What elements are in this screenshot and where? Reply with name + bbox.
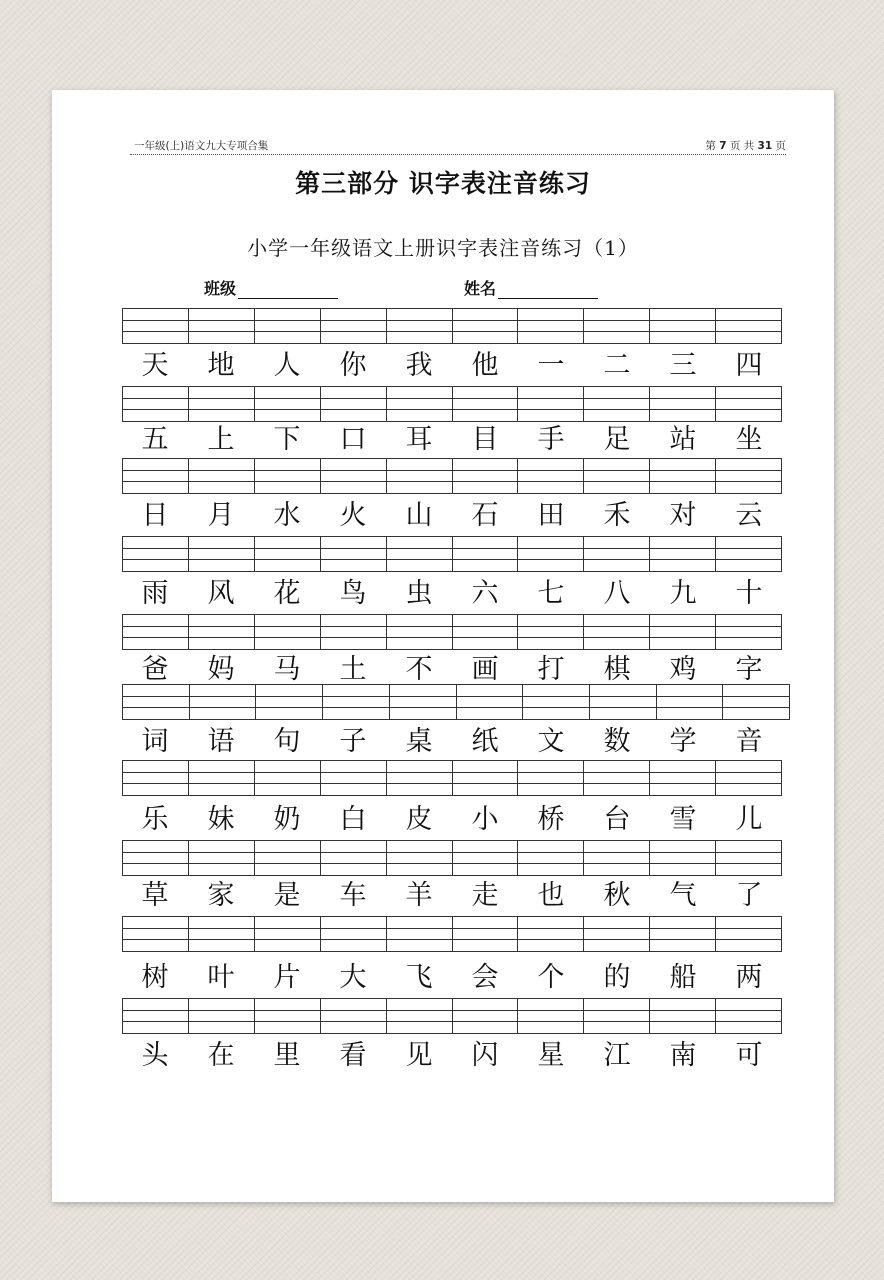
hanzi-character: 闪 <box>471 1040 499 1071</box>
hanzi-character: 花 <box>273 578 301 609</box>
hanzi-character: 耳 <box>405 424 433 455</box>
name-blank[interactable] <box>498 282 598 299</box>
hanzi-character: 风 <box>207 578 235 609</box>
hanzi-character: 田 <box>537 500 565 531</box>
class-label: 班级 <box>204 279 237 298</box>
character-row <box>122 346 782 386</box>
worksheet-title: 小学一年级语文上册识字表注音练习（1） <box>247 236 639 260</box>
pinyin-box[interactable] <box>255 999 321 1033</box>
pinyin-box[interactable] <box>518 841 584 875</box>
pinyin-box[interactable] <box>123 537 189 571</box>
pinyin-box[interactable] <box>723 685 789 719</box>
header-book-title: 一年级(上)语文九大专项合集 <box>134 140 269 152</box>
hanzi-character: 树 <box>141 962 169 993</box>
hanzi-character: 你 <box>339 350 367 381</box>
pinyin-box[interactable] <box>650 537 716 571</box>
hanzi-character: 秋 <box>603 880 631 911</box>
hanzi-character: 下 <box>273 424 301 455</box>
pinyin-box[interactable] <box>518 999 584 1033</box>
pinyin-box[interactable] <box>255 917 321 951</box>
hanzi-character: 学 <box>669 726 697 757</box>
pinyin-grid-row <box>122 684 790 720</box>
hanzi-character: 是 <box>273 880 301 911</box>
pinyin-box[interactable] <box>453 537 519 571</box>
hanzi-character: 字 <box>735 654 763 685</box>
hanzi-character: 云 <box>735 500 763 531</box>
hanzi-character: 见 <box>405 1040 433 1071</box>
hanzi-character: 目 <box>471 424 499 455</box>
pinyin-box[interactable] <box>453 917 519 951</box>
pinyin-box[interactable] <box>387 917 453 951</box>
pinyin-box[interactable] <box>716 537 781 571</box>
hanzi-character: 乐 <box>141 804 169 835</box>
hanzi-character: 站 <box>669 424 697 455</box>
pinyin-grid-row <box>122 916 782 952</box>
character-row <box>122 876 782 916</box>
pinyin-box[interactable] <box>716 459 781 493</box>
hanzi-character: 个 <box>537 962 565 993</box>
pinyin-grid-row <box>122 308 782 344</box>
hanzi-character: 会 <box>471 962 499 993</box>
pinyin-box[interactable] <box>387 999 453 1033</box>
hanzi-character: 南 <box>669 1040 697 1071</box>
hanzi-character: 地 <box>207 350 235 381</box>
pinyin-box[interactable] <box>123 685 190 719</box>
character-row <box>122 496 782 536</box>
hanzi-character: 十 <box>735 578 763 609</box>
pinyin-box[interactable] <box>189 387 255 421</box>
page-suffix: 页 <box>775 140 786 152</box>
hanzi-character: 可 <box>735 1040 763 1071</box>
pinyin-box[interactable] <box>390 685 457 719</box>
hanzi-character: 雪 <box>669 804 697 835</box>
pinyin-box[interactable] <box>584 917 650 951</box>
hanzi-character: 足 <box>603 424 631 455</box>
hanzi-character: 山 <box>405 500 433 531</box>
section-title: 第三部分 识字表注音练习 <box>295 169 591 198</box>
hanzi-character: 奶 <box>273 804 301 835</box>
hanzi-character: 纸 <box>471 726 499 757</box>
hanzi-character: 的 <box>603 962 631 993</box>
pinyin-box[interactable] <box>518 761 584 795</box>
hanzi-character: 里 <box>273 1040 301 1071</box>
hanzi-character: 片 <box>273 962 301 993</box>
hanzi-character: 石 <box>471 500 499 531</box>
hanzi-character: 小 <box>471 804 499 835</box>
pinyin-box[interactable] <box>189 999 255 1033</box>
hanzi-character: 口 <box>339 424 367 455</box>
pinyin-box[interactable] <box>657 685 724 719</box>
pinyin-box[interactable] <box>189 841 255 875</box>
character-row <box>122 1036 782 1076</box>
pinyin-box[interactable] <box>584 459 650 493</box>
hanzi-character: 他 <box>471 350 499 381</box>
hanzi-character: 星 <box>537 1040 565 1071</box>
pinyin-box[interactable] <box>387 537 453 571</box>
hanzi-character: 雨 <box>141 578 169 609</box>
pinyin-box[interactable] <box>584 761 650 795</box>
hanzi-character: 子 <box>339 726 367 757</box>
pinyin-grid-row <box>122 536 782 572</box>
pinyin-box[interactable] <box>716 761 781 795</box>
pinyin-box[interactable] <box>518 537 584 571</box>
pinyin-box[interactable] <box>123 459 189 493</box>
pinyin-box[interactable] <box>189 309 255 343</box>
hanzi-character: 家 <box>207 880 235 911</box>
hanzi-character: 车 <box>339 880 367 911</box>
pinyin-box[interactable] <box>584 615 650 649</box>
pinyin-box[interactable] <box>716 387 781 421</box>
character-row <box>122 958 782 998</box>
pinyin-box[interactable] <box>255 761 321 795</box>
hanzi-character: 爸 <box>141 654 169 685</box>
pinyin-box[interactable] <box>255 309 321 343</box>
pinyin-box[interactable] <box>716 999 781 1033</box>
header-divider <box>130 154 786 155</box>
hanzi-character: 江 <box>603 1040 631 1071</box>
pinyin-box[interactable] <box>123 999 189 1033</box>
pinyin-box[interactable] <box>453 841 519 875</box>
pinyin-box[interactable] <box>453 615 519 649</box>
pinyin-box[interactable] <box>123 615 189 649</box>
pinyin-box[interactable] <box>518 615 584 649</box>
hanzi-character: 语 <box>207 726 235 757</box>
pinyin-box[interactable] <box>584 841 650 875</box>
hanzi-character: 白 <box>339 804 367 835</box>
pinyin-box[interactable] <box>321 615 387 649</box>
pinyin-grid-row <box>122 760 782 796</box>
page-current: 7 <box>719 140 727 152</box>
hanzi-character: 不 <box>405 654 433 685</box>
pinyin-box[interactable] <box>190 685 257 719</box>
pinyin-box[interactable] <box>123 309 189 343</box>
page-prefix: 第 <box>705 140 716 152</box>
pinyin-box[interactable] <box>584 537 650 571</box>
pinyin-box[interactable] <box>321 999 387 1033</box>
pinyin-box[interactable] <box>523 685 590 719</box>
pinyin-box[interactable] <box>590 685 657 719</box>
pinyin-box[interactable] <box>453 999 519 1033</box>
hanzi-character: 在 <box>207 1040 235 1071</box>
hanzi-character: 二 <box>603 350 631 381</box>
character-row <box>122 800 782 840</box>
hanzi-character: 船 <box>669 962 697 993</box>
pinyin-box[interactable] <box>650 999 716 1033</box>
hanzi-character: 文 <box>537 726 565 757</box>
pinyin-box[interactable] <box>650 615 716 649</box>
pinyin-box[interactable] <box>323 685 390 719</box>
pinyin-box[interactable] <box>321 841 387 875</box>
hanzi-character: 飞 <box>405 962 433 993</box>
pinyin-box[interactable] <box>256 685 323 719</box>
pinyin-box[interactable] <box>650 459 716 493</box>
hanzi-character: 六 <box>471 578 499 609</box>
pinyin-box[interactable] <box>189 917 255 951</box>
hanzi-character: 对 <box>669 500 697 531</box>
hanzi-character: 一 <box>537 350 565 381</box>
pinyin-box[interactable] <box>321 459 387 493</box>
hanzi-character: 走 <box>471 880 499 911</box>
hanzi-character: 词 <box>141 726 169 757</box>
hanzi-character: 手 <box>537 424 565 455</box>
hanzi-character: 了 <box>735 880 763 911</box>
hanzi-character: 大 <box>339 962 367 993</box>
pinyin-box[interactable] <box>457 685 524 719</box>
pinyin-box[interactable] <box>453 387 519 421</box>
hanzi-character: 桌 <box>405 726 433 757</box>
pinyin-box[interactable] <box>387 459 453 493</box>
pinyin-box[interactable] <box>123 761 189 795</box>
pinyin-box[interactable] <box>123 917 189 951</box>
pinyin-box[interactable] <box>387 761 453 795</box>
worksheet-page <box>52 90 834 1202</box>
hanzi-character: 儿 <box>735 804 763 835</box>
hanzi-character: 棋 <box>603 654 631 685</box>
hanzi-character: 打 <box>537 654 565 685</box>
character-row <box>122 722 782 762</box>
name-label: 姓名 <box>464 279 497 298</box>
pinyin-box[interactable] <box>453 761 519 795</box>
pinyin-box[interactable] <box>650 387 716 421</box>
hanzi-character: 草 <box>141 880 169 911</box>
class-field <box>204 276 338 299</box>
hanzi-character: 八 <box>603 578 631 609</box>
pinyin-box[interactable] <box>321 537 387 571</box>
pinyin-box[interactable] <box>518 917 584 951</box>
name-field <box>464 276 598 299</box>
hanzi-character: 水 <box>273 500 301 531</box>
hanzi-character: 五 <box>141 424 169 455</box>
pinyin-box[interactable] <box>453 309 519 343</box>
pinyin-box[interactable] <box>387 309 453 343</box>
pinyin-grid-row <box>122 614 782 650</box>
pinyin-box[interactable] <box>255 615 321 649</box>
hanzi-character: 头 <box>141 1040 169 1071</box>
character-row <box>122 574 782 614</box>
pinyin-box[interactable] <box>255 459 321 493</box>
hanzi-character: 天 <box>141 350 169 381</box>
pinyin-box[interactable] <box>255 387 321 421</box>
header-page-number <box>705 138 786 153</box>
hanzi-character: 鸡 <box>669 654 697 685</box>
pinyin-box[interactable] <box>123 841 189 875</box>
character-row <box>122 420 782 460</box>
hanzi-character: 三 <box>669 350 697 381</box>
hanzi-character: 妹 <box>207 804 235 835</box>
pinyin-grid-row <box>122 386 782 422</box>
pinyin-box[interactable] <box>189 459 255 493</box>
pinyin-box[interactable] <box>387 841 453 875</box>
hanzi-character: 马 <box>273 654 301 685</box>
hanzi-character: 虫 <box>405 578 433 609</box>
hanzi-character: 数 <box>603 726 631 757</box>
pinyin-box[interactable] <box>518 309 584 343</box>
pinyin-box[interactable] <box>716 841 781 875</box>
pinyin-box[interactable] <box>321 387 387 421</box>
pinyin-box[interactable] <box>650 761 716 795</box>
pinyin-box[interactable] <box>716 309 781 343</box>
pinyin-box[interactable] <box>321 917 387 951</box>
hanzi-character: 皮 <box>405 804 433 835</box>
hanzi-character: 气 <box>669 880 697 911</box>
pinyin-grid-row <box>122 998 782 1034</box>
pinyin-grid-row <box>122 840 782 876</box>
page-mid: 页 共 <box>729 140 755 152</box>
hanzi-character: 土 <box>339 654 367 685</box>
hanzi-character: 九 <box>669 578 697 609</box>
hanzi-character: 上 <box>207 424 235 455</box>
pinyin-box[interactable] <box>189 537 255 571</box>
hanzi-character: 日 <box>141 500 169 531</box>
hanzi-character: 妈 <box>207 654 235 685</box>
hanzi-character: 叶 <box>207 962 235 993</box>
hanzi-character: 四 <box>735 350 763 381</box>
pinyin-box[interactable] <box>518 387 584 421</box>
pinyin-box[interactable] <box>189 761 255 795</box>
pinyin-box[interactable] <box>453 459 519 493</box>
hanzi-character: 人 <box>273 350 301 381</box>
class-blank[interactable] <box>238 282 338 299</box>
pinyin-box[interactable] <box>255 537 321 571</box>
pinyin-box[interactable] <box>650 309 716 343</box>
pinyin-box[interactable] <box>321 309 387 343</box>
hanzi-character: 我 <box>405 350 433 381</box>
hanzi-character: 鸟 <box>339 578 367 609</box>
pinyin-box[interactable] <box>716 917 781 951</box>
pinyin-box[interactable] <box>387 387 453 421</box>
pinyin-box[interactable] <box>650 917 716 951</box>
hanzi-character: 坐 <box>735 424 763 455</box>
pinyin-box[interactable] <box>387 615 453 649</box>
pinyin-box[interactable] <box>321 761 387 795</box>
hanzi-character: 台 <box>603 804 631 835</box>
pinyin-box[interactable] <box>518 459 584 493</box>
pinyin-box[interactable] <box>650 841 716 875</box>
hanzi-character: 也 <box>537 880 565 911</box>
hanzi-character: 火 <box>339 500 367 531</box>
hanzi-character: 两 <box>735 962 763 993</box>
hanzi-character: 句 <box>273 726 301 757</box>
hanzi-character: 羊 <box>405 880 433 911</box>
pinyin-box[interactable] <box>584 309 650 343</box>
hanzi-character: 七 <box>537 578 565 609</box>
pinyin-box[interactable] <box>255 841 321 875</box>
hanzi-character: 桥 <box>537 804 565 835</box>
pinyin-box[interactable] <box>189 615 255 649</box>
hanzi-character: 音 <box>735 726 763 757</box>
pinyin-box[interactable] <box>584 999 650 1033</box>
hanzi-character: 看 <box>339 1040 367 1071</box>
pinyin-box[interactable] <box>716 615 781 649</box>
hanzi-character: 月 <box>207 500 235 531</box>
pinyin-box[interactable] <box>584 387 650 421</box>
pinyin-grid-row <box>122 458 782 494</box>
pinyin-box[interactable] <box>123 387 189 421</box>
hanzi-character: 画 <box>471 654 499 685</box>
hanzi-character: 禾 <box>603 500 631 531</box>
page-total: 31 <box>757 140 773 152</box>
